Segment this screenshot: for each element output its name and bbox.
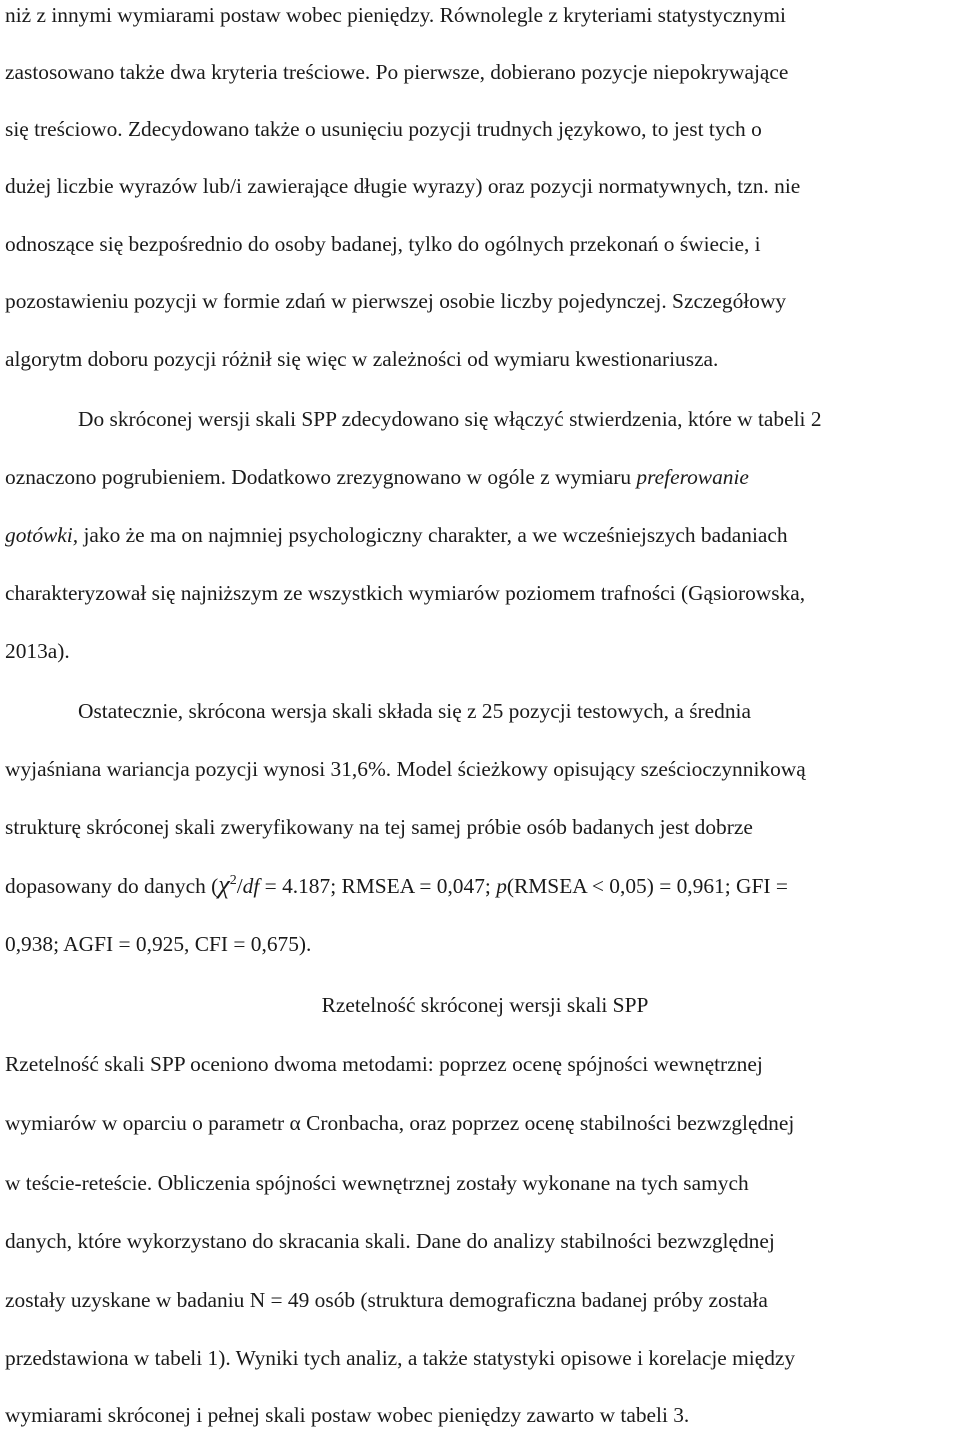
text: dużej liczbie wyrazów lub/i zawierające długie wyrazy) oraz pozycji normatywnych, tzn. nie (5, 174, 801, 198)
text-line (5, 344, 718, 374)
text: wymiarów w oparciu o parametr (5, 1111, 290, 1135)
text: przedstawiona w tabeli 1). Wyniki tych analiz, a także statystyki opisowe i korelacje między (5, 1346, 796, 1370)
italic-term: preferowanie (636, 465, 749, 489)
text: zostały uzyskane w badaniu N = 49 osób (struktura demograficzna badanej próby została (5, 1288, 768, 1312)
text-line (5, 1108, 794, 1138)
text-line (5, 1400, 689, 1430)
text: strukturę skróconej skali zweryfikowany na tej samej próbie osób badanych jest dobrze (5, 815, 753, 839)
text: = 4.187; RMSEA = 0,047; (259, 874, 497, 898)
text-line (5, 754, 806, 784)
text: 0,938; AGFI = 0,925, CFI = 0,675). (5, 932, 312, 956)
text: danych, które wykorzystano do skracania skali. Dane do analizy stabilności bezwzględnej (5, 1229, 775, 1253)
text-line (5, 870, 788, 900)
text-line (5, 114, 762, 144)
text: (RMSEA < 0,05) = 0,961; GFI = (506, 874, 788, 898)
text-line (5, 0, 786, 30)
text: w teście-reteście. Obliczenia spójności wewnętrznej zostały wykonane na tych samych (5, 1171, 749, 1195)
text: zastosowano także dwa kryteria treściowe. Po pierwsze, dobierano pozycje niepokrywające (5, 60, 789, 84)
text-line (5, 1285, 768, 1315)
text-line (5, 520, 788, 550)
text: odnoszące się bezpośrednio do osoby badanej, tylko do ogólnych przekonań o świecie, i (5, 232, 761, 256)
superscript: 2 (229, 873, 237, 888)
text-line (5, 1226, 775, 1256)
section-heading: Rzetelność skróconej wersji skali SPP (321, 993, 649, 1017)
italic-term: gotówki, (5, 523, 79, 547)
text-line (5, 929, 311, 959)
text: pozostawieniu pozycji w formie zdań w pierwszej osobie liczby pojedynczej. Szczegółowy (5, 289, 787, 313)
text: jako że ma on najmniej psychologiczny charakter, a we wcześniejszych badaniach (78, 523, 788, 547)
alpha-symbol: α (289, 1111, 301, 1135)
italic-term: p (496, 874, 507, 898)
text: charakteryzował się najniższym ze wszystkich wymiarów poziomem trafności (Gąsiorowska, (5, 581, 806, 605)
text: wyjaśniana wariancja pozycji wynosi 31,6%. Model ścieżkowy opisujący sześcioczynnikową (5, 757, 806, 781)
text: / (236, 874, 243, 898)
text: wymiarami skróconej i pełnej skali postaw wobec pieniędzy zawarto w tabeli 3. (5, 1403, 690, 1427)
text: 2013a). (5, 639, 70, 663)
text-line (5, 1343, 795, 1373)
text-line (5, 286, 786, 316)
text-line (78, 404, 822, 434)
text: algorytm doboru pozycji różnił się więc w zależności od wymiaru kwestionariusza. (5, 347, 719, 371)
text-line (5, 578, 805, 608)
text: się treściowo. Zdecydowano także o usunięciu pozycji trudnych językowo, to jest tych o (5, 117, 762, 141)
text-line (78, 696, 751, 726)
text-line (5, 229, 761, 259)
text: Rzetelność skali SPP oceniono dwoma metodami: poprzez ocenę spójności wewnętrznej (5, 1052, 763, 1076)
text-line (5, 462, 749, 492)
text: dopasowany do danych ( (5, 874, 219, 898)
italic-term: df (242, 874, 260, 898)
text-line (5, 636, 70, 666)
text: oznaczono pogrubieniem. Dodatkowo zrezygnowano w ogóle z wymiaru (5, 465, 637, 489)
text: Cronbacha, oraz poprzez ocenę stabilności bezwzględnej (300, 1111, 795, 1135)
chi-symbol: χ (218, 870, 230, 899)
text-line (5, 812, 753, 842)
text: niż z innymi wymiarami postaw wobec pieniędzy. Równolegle z kryteriami statystycznymi (5, 3, 786, 27)
text-line (5, 1168, 749, 1198)
text-line (5, 57, 788, 87)
text-line (5, 171, 800, 201)
text: Do skróconej wersji skali SPP zdecydowano się włączyć stwierdzenia, które w tabeli 2 (78, 407, 822, 431)
text-line (5, 1049, 763, 1079)
text: Ostatecznie, skrócona wersja skali składa się z 25 pozycji testowych, a średnia (78, 699, 751, 723)
